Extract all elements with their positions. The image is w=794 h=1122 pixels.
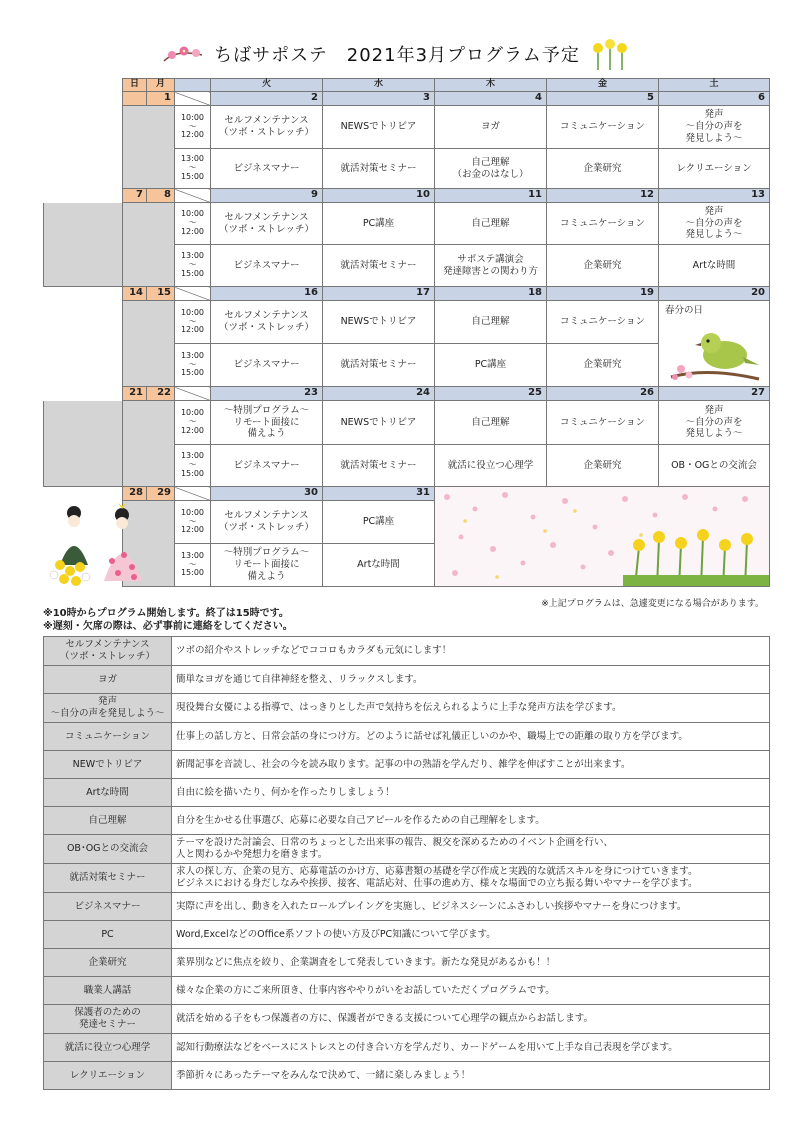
program-description: 簡単なヨガを通じて自律神経を整え、リラックスします。 xyxy=(172,666,770,694)
program-cell: Artな時間 xyxy=(323,544,435,587)
program-description-row xyxy=(44,694,770,723)
program-cell: 発声 ～自分の声を 発見しよう～ xyxy=(659,106,770,149)
program-cell: コミュニケーション xyxy=(547,106,659,149)
date-cell: 12 xyxy=(547,189,659,203)
program-cell: 企業研究 xyxy=(547,245,659,287)
program-cell: NEWSでトリビア xyxy=(323,106,435,149)
program-cell: セルフメンテナンス （ツボ・ストレッチ） xyxy=(211,501,323,544)
program-description: 現役舞台女優による指導で、はっきりとした声で気持ちを伝えられるように上手な発声方法を学びます。 xyxy=(172,694,770,723)
date-mon: 29 xyxy=(147,487,175,501)
program-description: 仕事上の話し方と、日常会話の身につけ方。どのように話せば礼儀正しいのかや、職場上での距離の取り方を学びます。 xyxy=(172,723,770,751)
program-cell: 自己理解 xyxy=(435,401,547,445)
program-description-row xyxy=(44,666,770,694)
time-am: 10:00 ～ 12:00 xyxy=(175,401,211,445)
program-name: コミュニケーション xyxy=(44,723,172,751)
program-description-row xyxy=(44,779,770,807)
spring-flowers-illustration xyxy=(435,487,770,587)
program-description-row xyxy=(44,835,770,864)
program-descriptions xyxy=(43,636,770,1090)
program-cell: 自己理解 xyxy=(435,301,547,344)
date-cell: 16 xyxy=(211,287,323,301)
program-name: レクリエーション xyxy=(44,1062,172,1090)
program-cell: ～特別プログラム～ リモート面接に 備えよう xyxy=(211,544,323,587)
program-description: 季節折々にあったテーマをみんなで決めて、一緒に楽しみましょう！ xyxy=(172,1062,770,1090)
program-name: 保護者のための 発達セミナー xyxy=(44,1005,172,1034)
program-cell: PC講座 xyxy=(323,203,435,245)
program-cell: セルフメンテナンス （ツボ・ストレッチ） xyxy=(211,203,323,245)
program-description-row xyxy=(44,1062,770,1090)
date-cell: 19 xyxy=(547,287,659,301)
hina-doll-illustration xyxy=(44,501,123,587)
date-cell: 25 xyxy=(435,387,547,401)
date-cell: 5 xyxy=(547,92,659,106)
date-sun: 14 xyxy=(123,287,147,301)
hina-dolls-icon xyxy=(46,501,150,587)
program-cell: 発声 ～自分の声を 発見しよう～ xyxy=(659,203,770,245)
header-sun: 日 xyxy=(123,79,147,92)
date-cell: 4 xyxy=(435,92,547,106)
time-pm: 13:00 ～ 15:00 xyxy=(175,149,211,189)
program-cell: セルフメンテナンス （ツボ・ストレッチ） xyxy=(211,106,323,149)
program-description-row xyxy=(44,893,770,921)
page-header xyxy=(0,38,794,72)
time-pm: 13:00 ～ 15:00 xyxy=(175,445,211,487)
time-pm: 13:00 ～ 15:00 xyxy=(175,344,211,387)
program-description-row xyxy=(44,921,770,949)
program-cell: 就活対策セミナー xyxy=(323,445,435,487)
program-description-row xyxy=(44,1005,770,1034)
date-cell: 10 xyxy=(323,189,435,203)
date-cell: 18 xyxy=(435,287,547,301)
time-am: 10:00 ～ 12:00 xyxy=(175,203,211,245)
program-description-row xyxy=(44,807,770,835)
page-title: ちばサポステ 2021年3月プログラム予定 xyxy=(214,45,580,66)
program-cell: ビジネスマナー xyxy=(211,149,323,189)
program-description: 様々な企業の方にご来所頂き、仕事内容ややりがいをお話していただくプログラムです。 xyxy=(172,977,770,1005)
date-sun: 7 xyxy=(123,189,147,203)
header-mon: 月 xyxy=(147,79,175,92)
program-cell: OB・OGとの交流会 xyxy=(659,445,770,487)
date-cell: 30 xyxy=(211,487,323,501)
program-cell: 自己理解 （お金のはなし） xyxy=(435,149,547,189)
header-wed: 水 xyxy=(323,79,435,92)
program-description: 自分を生かせる仕事選び、応募に必要な自己アピールを作るための自己理解をします。 xyxy=(172,807,770,835)
program-name: 企業研究 xyxy=(44,949,172,977)
program-description-row xyxy=(44,949,770,977)
program-name: 発声 ～自分の声を発見しよう～ xyxy=(44,694,172,723)
cherry-blossom-pattern xyxy=(435,487,769,587)
program-cell: 企業研究 xyxy=(547,445,659,487)
program-description: 求人の探し方、企業の見方、応募電話のかけ方、応募書類の基礎を学び作成と実践的な就活スキルを身につけていきます。 ビジネスにおける身だしなみや挨拶、接客、電話応対、仕事の進め方、様々な場面での立ち振る舞いやマナーを学びます。 xyxy=(172,864,770,893)
header-sat: 土 xyxy=(659,79,770,92)
date-cell: 11 xyxy=(435,189,547,203)
schedule-calendar xyxy=(43,78,770,587)
program-description: 自由に絵を描いたり、何かを作ったりしましょう！ xyxy=(172,779,770,807)
date-cell: 27 xyxy=(659,387,770,401)
program-cell: 就活対策セミナー xyxy=(323,245,435,287)
program-description-row xyxy=(44,1034,770,1062)
program-description-row xyxy=(44,723,770,751)
date-mon: 1 xyxy=(147,92,175,106)
program-name: 就活対策セミナー xyxy=(44,864,172,893)
program-cell: セルフメンテナンス （ツボ・ストレッチ） xyxy=(211,301,323,344)
date-sun xyxy=(123,92,147,106)
date-cell: 24 xyxy=(323,387,435,401)
date-mon: 8 xyxy=(147,189,175,203)
program-cell: 企業研究 xyxy=(547,344,659,387)
program-name: 就活に役立つ心理学 xyxy=(44,1034,172,1062)
program-cell: サポステ講演会 発達障害との関わり方 xyxy=(435,245,547,287)
date-cell: 9 xyxy=(211,189,323,203)
date-cell: 23 xyxy=(211,387,323,401)
program-cell: ビジネスマナー xyxy=(211,445,323,487)
plum-blossom-icon xyxy=(162,41,206,67)
date-sun: 21 xyxy=(123,387,147,401)
program-description: 新聞記事を音読し、社会の今を読み取ります。記事の中の熟語を学んだり、雑学を伸ばすことが出来ます。 xyxy=(172,751,770,779)
program-name: Artな時間 xyxy=(44,779,172,807)
program-cell: NEWSでトリビア xyxy=(323,301,435,344)
program-name: PC xyxy=(44,921,172,949)
header-fri: 金 xyxy=(547,79,659,92)
program-name: 職業人講話 xyxy=(44,977,172,1005)
program-name: ヨガ xyxy=(44,666,172,694)
date-cell: 20 xyxy=(659,287,770,301)
date-sun: 28 xyxy=(123,487,147,501)
bush-warbler-bird-icon xyxy=(667,321,763,383)
date-mon: 22 xyxy=(147,387,175,401)
program-cell: 就活に役立つ心理学 xyxy=(435,445,547,487)
header-thu: 木 xyxy=(435,79,547,92)
program-name: OB･OGとの交流会 xyxy=(44,835,172,864)
program-cell: レクリエーション xyxy=(659,149,770,189)
attendance-notes xyxy=(43,608,293,633)
program-name: ビジネスマナー xyxy=(44,893,172,921)
program-description-row xyxy=(44,977,770,1005)
date-cell: 17 xyxy=(323,287,435,301)
date-mon: 15 xyxy=(147,287,175,301)
program-cell: 自己理解 xyxy=(435,203,547,245)
time-pm: 13:00 ～ 15:00 xyxy=(175,544,211,587)
program-cell: NEWSでトリビア xyxy=(323,401,435,445)
program-description-row xyxy=(44,751,770,779)
note-hours: ※10時からプログラム開始します。終了は15時です。 xyxy=(43,608,289,619)
date-cell: 2 xyxy=(211,92,323,106)
date-cell: 31 xyxy=(323,487,435,501)
note-absence: ※遅刻・欠席の際は、必ず事前に連絡をしてください。 xyxy=(43,620,293,632)
program-cell: 発声 ～自分の声を 発見しよう～ xyxy=(659,401,770,445)
time-am: 10:00 ～ 12:00 xyxy=(175,501,211,544)
program-cell: PC講座 xyxy=(323,501,435,544)
header-tue: 火 xyxy=(211,79,323,92)
program-cell: Artな時間 xyxy=(659,245,770,287)
date-cell: 13 xyxy=(659,189,770,203)
date-cell: 6 xyxy=(659,92,770,106)
program-cell: コミュニケーション xyxy=(547,301,659,344)
time-pm: 13:00 ～ 15:00 xyxy=(175,245,211,287)
program-cell: コミュニケーション xyxy=(547,401,659,445)
program-cell: ～特別プログラム～ リモート面接に 備えよう xyxy=(211,401,323,445)
program-cell: ビジネスマナー xyxy=(211,344,323,387)
date-cell: 3 xyxy=(323,92,435,106)
time-am: 10:00 ～ 12:00 xyxy=(175,301,211,344)
program-description-row xyxy=(44,864,770,893)
program-name: セルフメンテナンス （ツボ・ストレッチ） xyxy=(44,637,172,666)
program-description: ツボの紹介やストレッチなどでココロもカラダも元気にします！ xyxy=(172,637,770,666)
program-description: 就活を始める子をもつ保護者の方に、保護者ができる支援について心理学の観点からお話します。 xyxy=(172,1005,770,1034)
holiday-label: 春分の日 xyxy=(665,305,704,316)
program-cell: ヨガ xyxy=(435,106,547,149)
program-cell: コミュニケーション xyxy=(547,203,659,245)
program-cell: ビジネスマナー xyxy=(211,245,323,287)
program-description: テーマを設けた討論会、日常のちょっとした出来事の報告、親交を深めるためのイベント企画を行い、 人と関わるかや発想力を磨きます。 xyxy=(172,835,770,864)
change-notice: ※上記プログラムは、急遽変更になる場合があります。 xyxy=(541,599,764,609)
program-cell: 就活対策セミナー xyxy=(323,344,435,387)
program-description: 認知行動療法などをベースにストレスとの付き合い方を学んだり、カードゲームを用いて上手な自己表現を学びます。 xyxy=(172,1034,770,1062)
program-name: NEWでトリビア xyxy=(44,751,172,779)
date-cell: 26 xyxy=(547,387,659,401)
program-description: 業界別などに焦点を絞り、企業調査をして発表していきます。新たな発見があるかも！！ xyxy=(172,949,770,977)
program-name: 自己理解 xyxy=(44,807,172,835)
rapeseed-flower-icon xyxy=(588,38,632,70)
holiday-cell xyxy=(659,301,770,387)
program-cell: 企業研究 xyxy=(547,149,659,189)
program-description: 実際に声を出し、動きを入れたロールプレイングを実施し、ビジネスシーンにふさわしい挨拶やマナーを身につけます。 xyxy=(172,893,770,921)
time-am: 10:00 ～ 12:00 xyxy=(175,106,211,149)
program-description: Word,ExcelなどのOffice系ソフトの使い方及びPC知識について学びます。 xyxy=(172,921,770,949)
program-cell: 就活対策セミナー xyxy=(323,149,435,189)
program-cell: PC講座 xyxy=(435,344,547,387)
program-description-row xyxy=(44,637,770,666)
